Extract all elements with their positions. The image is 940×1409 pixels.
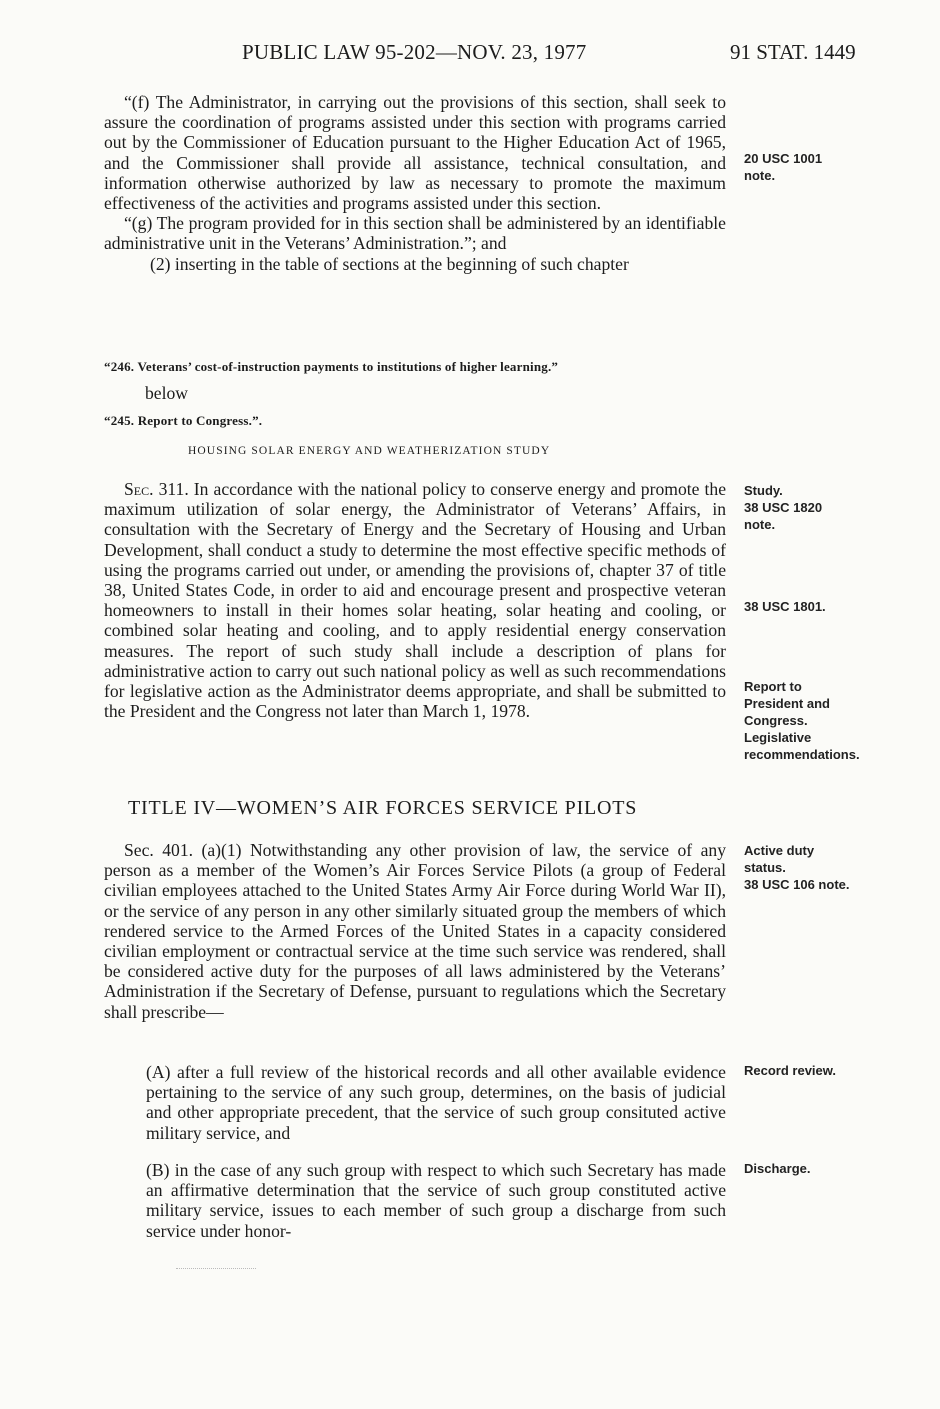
- margin-note-study: Study. 38 USC 1820 note.: [744, 483, 823, 532]
- title-iv-heading: TITLE IV—WOMEN’S AIR FORCES SERVICE PILOTS: [128, 797, 638, 819]
- margin-note-active-duty: Active duty status. 38 USC 106 note.: [744, 843, 850, 892]
- margin-note-usc1001: 20 USC 1001 note.: [744, 151, 823, 183]
- section-311: [104, 479, 726, 721]
- below-text: below: [145, 383, 188, 403]
- page-header-stat: 91 STAT. 1449: [730, 40, 856, 64]
- toc-entry-245: “245. Report to Congress.”.: [104, 413, 263, 428]
- section-401-text: Sec. 401. (a)(1) Notwithstanding any other provision of law, the service of any person as a member of the Women’s Air Forces Service Pilots (a group of Federal civilian employees attached to the United States Army Air Force during World War II), or the service of any person in any other similarly situated group the members of which rendered service to the Armed Forces of the United States in a capacity considered civilian employment or contractual service at the time such service was rendered, shall be considered active duty for the purposes of all laws administered by the Veterans’ Administration if the Secretary of Defense, pursuant to regulations which the Secretary shall prescribe—: [104, 840, 726, 1022]
- item-a-block: [146, 1062, 726, 1143]
- section-f-g-block: [104, 92, 726, 274]
- item-b: (B) in the case of any such group with respect to which such Secretary has made an affirmative determination that the service of such group constituted active military service, issues to each member of such group a discharge from such service under honor-: [146, 1160, 726, 1241]
- paragraph-f: “(f) The Administrator, in carrying out the provisions of this section, shall seek to assure the coordination of programs assisted under this section with programs carried out by the Commissioner of Education pursuant to the Higher Education Act of 1965, and the Commissioner shall provide all assistance, technical consultation, and information otherwise authorized by law as necessary to promote the maximum effectiveness of the activities and programs assisted under this section.: [104, 92, 726, 214]
- item-2: (2) inserting in the table of sections at the beginning of such chapter: [150, 253, 629, 274]
- section-401: [104, 840, 726, 1022]
- toc-entry-246: “246. Veterans’ cost-of-instruction payments to institutions of higher learning.”: [104, 359, 559, 374]
- margin-note-record-review: Record review.: [744, 1063, 837, 1078]
- page-header-title: PUBLIC LAW 95-202—NOV. 23, 1977: [242, 40, 587, 64]
- page-smudge: [176, 1268, 256, 1275]
- margin-note-report: Report to President and Congress. Legislative recommendations.: [744, 679, 860, 762]
- margin-note-usc1801: 38 USC 1801.: [744, 599, 826, 614]
- item-a: (A) after a full review of the historical records and all other available evidence pertaining to the service of any such group, determines, on the basis of judicial and other appropriate precedent, that the service of such group consituted active military service, and: [146, 1062, 726, 1143]
- paragraph-g: “(g) The program provided for in this section shall be administered by an identifiable administrative unit in the Veterans’ Administration.”; and: [104, 213, 726, 254]
- section-311-label: Sec. 311.: [124, 479, 189, 499]
- section-heading-housing: HOUSING SOLAR ENERGY AND WEATHERIZATION STUDY: [188, 445, 551, 457]
- item-b-block: [146, 1160, 726, 1241]
- section-311-text: In accordance with the national policy to conserve energy and promote the maximum utilization of solar energy, the Administrator of Veterans’ Affairs, in consultation with the Secretary of Energy and the Secretary of Housing and Urban Development, shall conduct a study to determine the most effective specific methods of using the programs carried out under, or amending the provisions of, chapter 37 of title 38, United States Code, in order to aid and encourage present and prospective veteran homeowners to install in their homes solar heating, solar heating and cooling, or combined solar heating and cooling, and to apply residential energy conservation measures. The report of such study shall include a description of plans for administrative action to carry out such national policy as well as such recommendations for legislative action as the Administrator deems appropriate, and shall be submitted to the President and the Congress not later than March 1, 1978.: [104, 479, 727, 722]
- margin-note-discharge: Discharge.: [744, 1161, 811, 1176]
